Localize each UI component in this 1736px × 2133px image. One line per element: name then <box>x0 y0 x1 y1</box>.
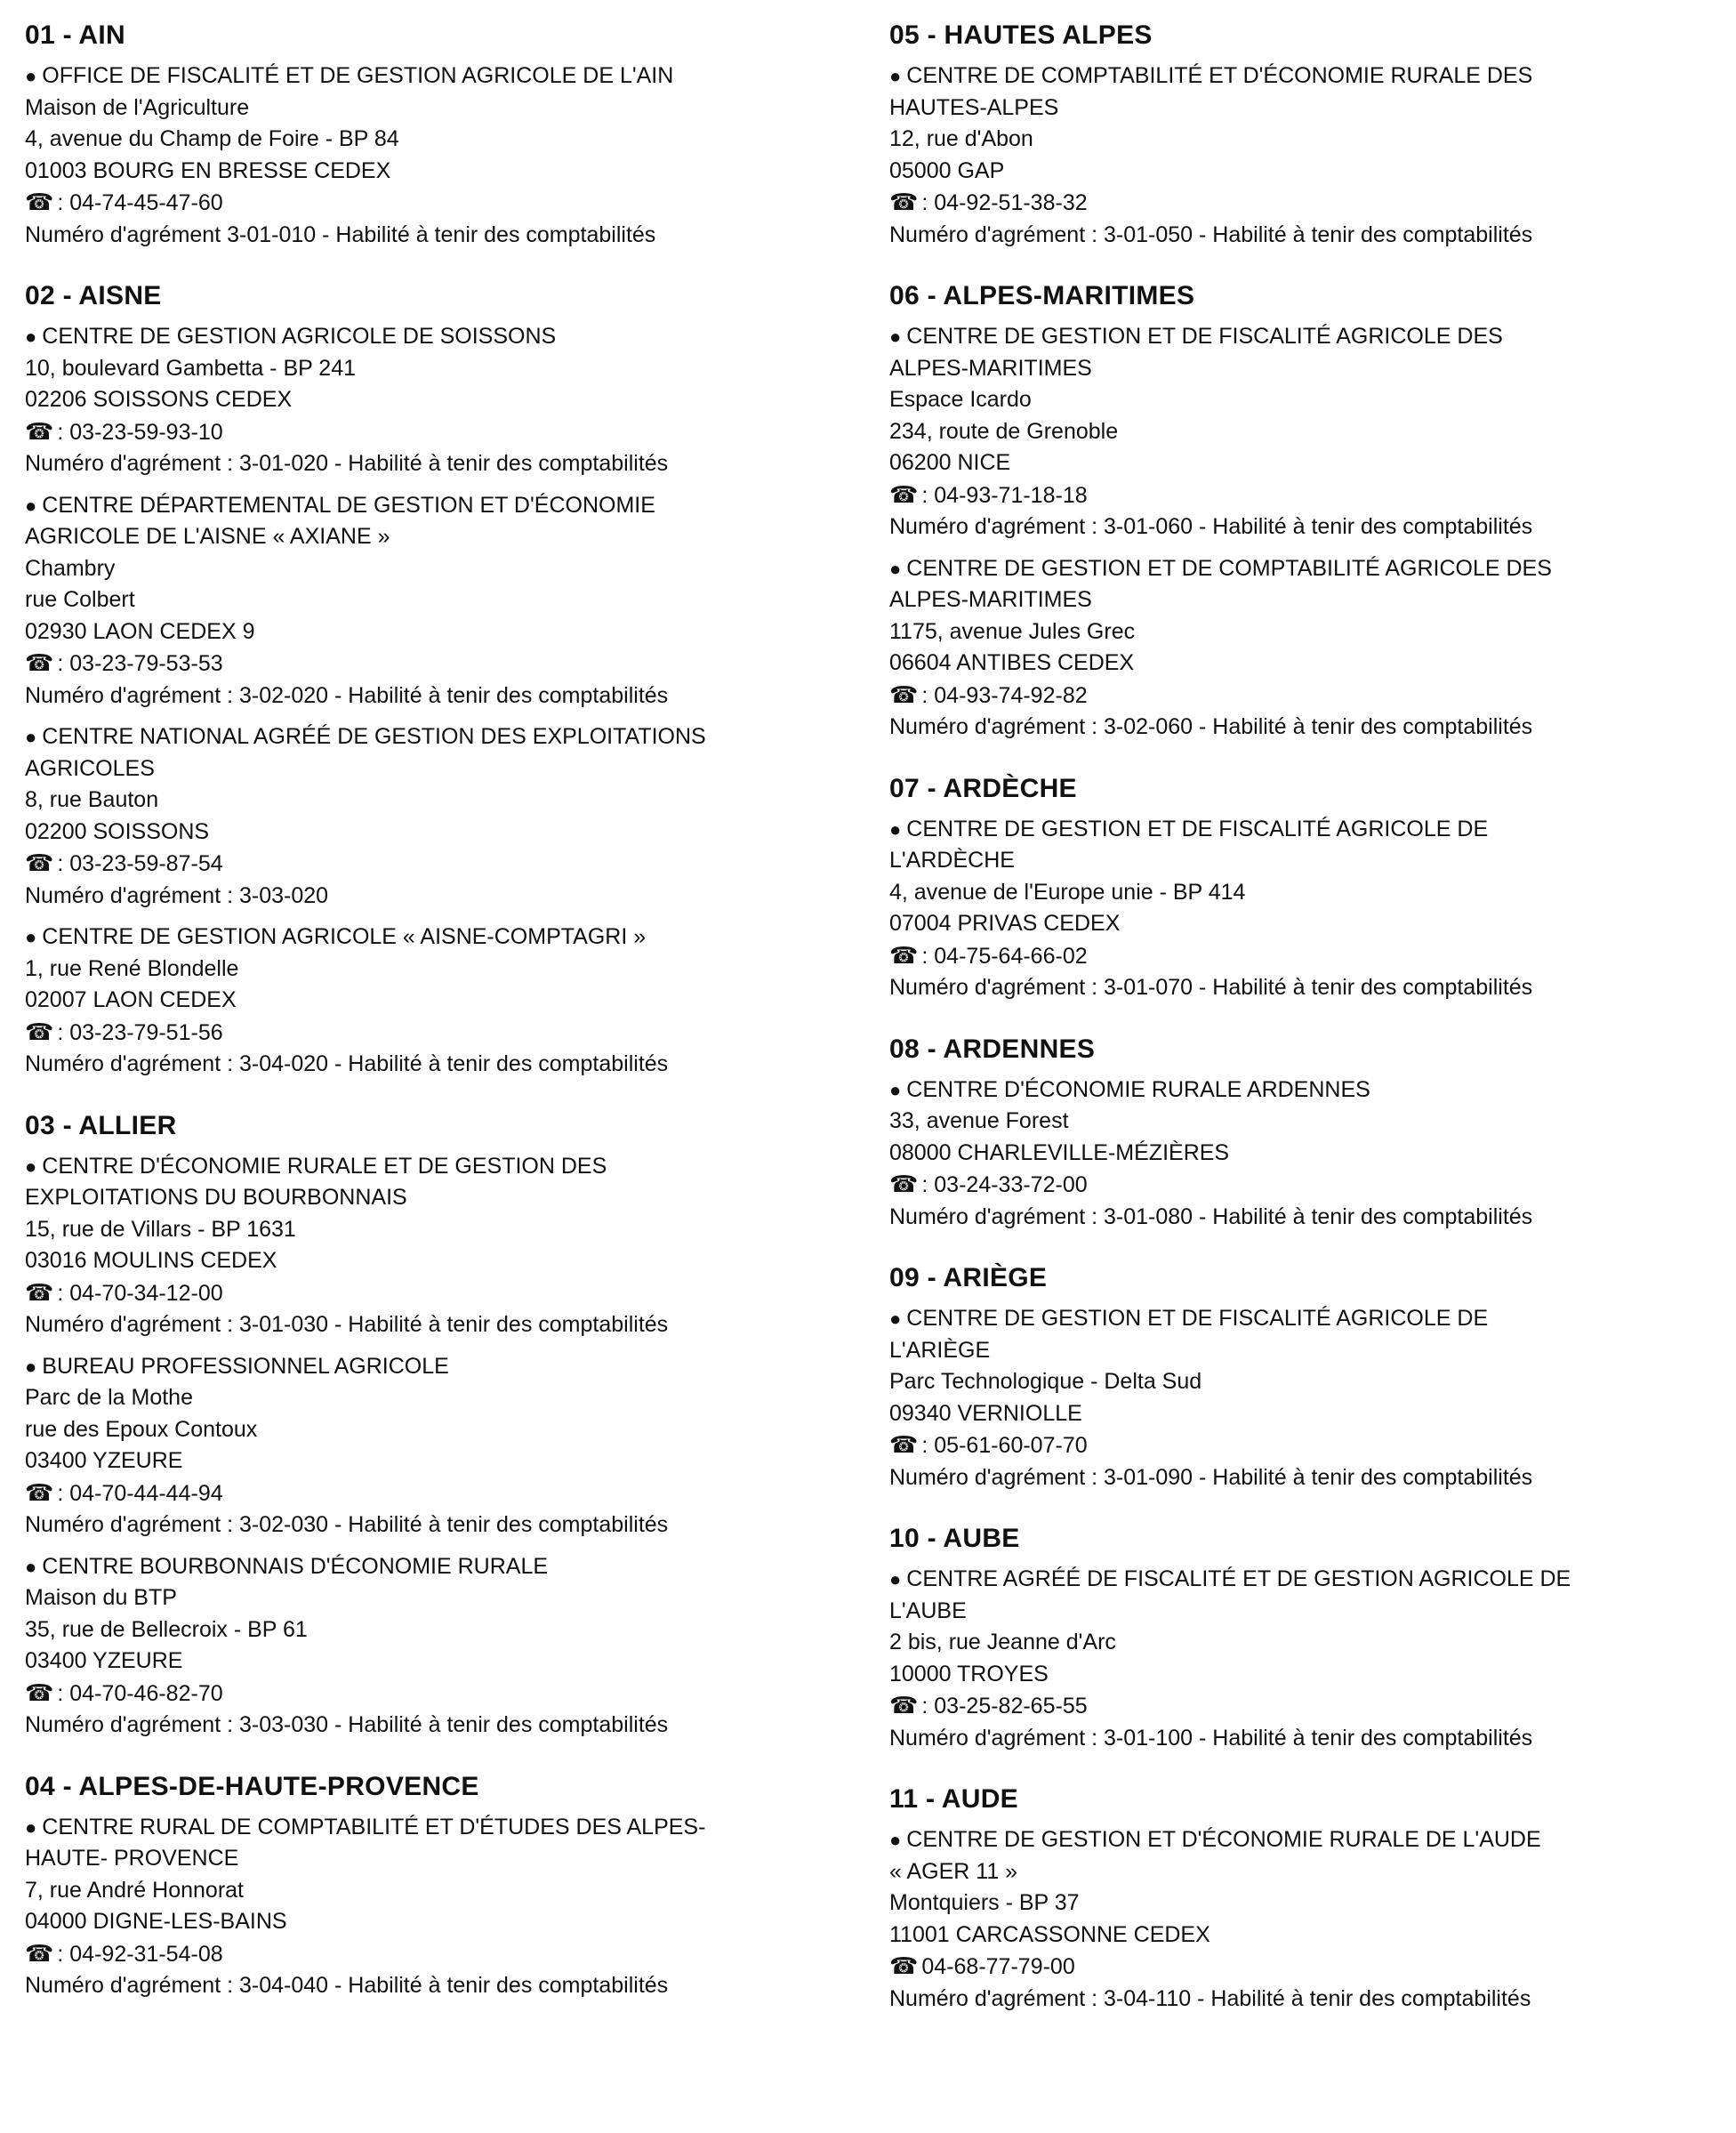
organization-entry <box>25 721 870 912</box>
telephone-icon: ☎ <box>25 1278 54 1306</box>
department-title: 08 - ARDENNES <box>889 1034 1096 1064</box>
address-line: 1175, avenue Jules Grec <box>889 618 1136 644</box>
phone-number: : 03-23-79-53-53 <box>57 651 223 676</box>
department-section <box>889 1523 1734 1754</box>
address-line: 06200 NICE <box>889 450 1011 475</box>
agrement-line: Numéro d'agrément : 3-01-020 - Habilité à tenir des comptabilités <box>25 451 669 476</box>
organization-name-line <box>25 1551 870 1583</box>
organization-entry <box>25 490 870 712</box>
department-section <box>889 1034 1734 1234</box>
address-line: rue Colbert <box>25 587 135 612</box>
phone-line <box>889 1690 1734 1723</box>
bullet-icon: ● <box>25 1815 37 1839</box>
address-line: 4, avenue du Champ de Foire - BP 84 <box>25 126 399 151</box>
bullet-icon: ● <box>25 1355 37 1378</box>
organization-name-text: CENTRE DE GESTION ET DE FISCALITÉ AGRICOLE DES <box>906 324 1503 349</box>
department-title: 04 - ALPES-DE-HAUTE-PROVENCE <box>25 1771 479 1801</box>
organization-name-line <box>25 521 870 553</box>
organization-name-line <box>25 753 870 785</box>
phone-line <box>25 848 870 881</box>
organization-name-line <box>889 1824 1734 1856</box>
telephone-icon: ☎ <box>25 649 54 676</box>
agrement-line: Numéro d'agrément : 3-01-030 - Habilité à tenir des comptabilités <box>25 1312 669 1337</box>
organization-name-text: AGRICOLES <box>25 755 155 781</box>
department-section <box>889 20 1734 251</box>
phone-number: : 04-92-51-38-32 <box>921 190 1088 215</box>
phone-number: : 04-70-34-12-00 <box>57 1280 223 1306</box>
organization-name-text: CENTRE D'ÉCONOMIE RURALE ARDENNES <box>906 1076 1370 1102</box>
phone-line <box>25 1017 870 1050</box>
organization-entry <box>889 1075 1734 1234</box>
telephone-icon: ☎ <box>889 1171 919 1197</box>
agrement-line: Numéro d'agrément : 3-01-090 - Habilité à tenir des comptabilités <box>889 1464 1533 1490</box>
organization-name-text: CENTRE DE GESTION ET D'ÉCONOMIE RURALE DE L'AUDE <box>906 1827 1541 1852</box>
phone-line <box>889 680 1734 712</box>
telephone-icon: ☎ <box>25 189 54 215</box>
organization-name-line <box>25 1843 870 1875</box>
address-line: 234, route de Grenoble <box>889 418 1119 444</box>
organization-name-line <box>889 353 1734 385</box>
organization-entry <box>25 1351 870 1541</box>
address-line: 12, rue d'Abon <box>889 126 1033 151</box>
address-line: 15, rue de Villars - BP 1631 <box>25 1216 296 1242</box>
agrement-line: Numéro d'agrément : 3-01-050 - Habilité à tenir des comptabilités <box>889 221 1533 247</box>
bullet-icon: ● <box>25 1155 37 1178</box>
address-line: 33, avenue Forest <box>889 1108 1069 1133</box>
organization-entry <box>25 1151 870 1341</box>
bullet-icon: ● <box>889 326 902 348</box>
phone-number: 04-68-77-79-00 <box>921 1954 1075 1979</box>
telephone-icon: ☎ <box>889 480 919 508</box>
bullet-icon: ● <box>25 1555 37 1578</box>
organization-name-text: CENTRE D'ÉCONOMIE RURALE ET DE GESTION DES <box>42 1153 607 1179</box>
department-title: 05 - HAUTES ALPES <box>889 20 1153 50</box>
address-line: 11001 CARCASSONNE CEDEX <box>889 1921 1210 1947</box>
bullet-icon: ● <box>889 1829 902 1851</box>
address-line: 03016 MOULINS CEDEX <box>25 1248 277 1273</box>
phone-number: : 04-70-44-44-94 <box>57 1480 223 1506</box>
organization-name-line <box>889 814 1734 846</box>
bullet-icon: ● <box>25 65 37 87</box>
organization-name-text: L'AUBE <box>889 1598 967 1623</box>
telephone-icon: ☎ <box>889 1692 919 1718</box>
bullet-icon: ● <box>889 65 902 87</box>
address-line: 07004 PRIVAS CEDEX <box>889 911 1121 936</box>
organization-name-text: CENTRE DE GESTION ET DE FISCALITÉ AGRICOLE DE <box>906 816 1489 841</box>
address-line: 8, rue Bauton <box>25 787 159 812</box>
organization-name-text: CENTRE DE COMPTABILITÉ ET D'ÉCONOMIE RURALE DES <box>906 63 1533 88</box>
organization-name-text: L'ARDÈCHE <box>889 848 1015 873</box>
agrement-line: Numéro d'agrément : 3-03-030 - Habilité à tenir des comptabilités <box>25 1712 669 1737</box>
telephone-icon: ☎ <box>25 417 54 445</box>
phone-number: : 03-23-79-51-56 <box>57 1019 223 1045</box>
phone-number: : 03-24-33-72-00 <box>921 1172 1088 1197</box>
organization-name-line <box>889 321 1734 353</box>
address-line: 09340 VERNIOLLE <box>889 1400 1082 1426</box>
department-title: 06 - ALPES-MARITIMES <box>889 281 1195 310</box>
organization-name-text: HAUTE- PROVENCE <box>25 1846 239 1871</box>
address-line: 02007 LAON CEDEX <box>25 987 237 1012</box>
bullet-icon: ● <box>25 926 37 948</box>
phone-line <box>889 1169 1734 1202</box>
address-line: 1, rue René Blondelle <box>25 955 239 981</box>
organization-name-line <box>889 584 1734 616</box>
address-line: 06604 ANTIBES CEDEX <box>889 650 1135 675</box>
organization-name-line <box>25 1812 870 1844</box>
phone-line <box>25 1938 870 1971</box>
organization-entry <box>25 922 870 1081</box>
address-line: Parc Technologique - Delta Sud <box>889 1369 1202 1394</box>
organization-name-text: ALPES-MARITIMES <box>889 587 1092 612</box>
organization-name-text: CENTRE DE GESTION AGRICOLE « AISNE-COMPTAGRI » <box>42 924 647 949</box>
address-line: 03400 YZEURE <box>25 1448 183 1473</box>
phone-number: : 03-23-59-93-10 <box>57 419 223 445</box>
bullet-icon: ● <box>25 494 37 517</box>
agrement-line: Numéro d'agrément : 3-01-070 - Habilité à tenir des comptabilités <box>889 975 1533 1000</box>
telephone-icon: ☎ <box>889 189 919 215</box>
agrement-line: Numéro d'agrément : 3-01-100 - Habilité à tenir des comptabilités <box>889 1725 1533 1751</box>
agrement-line: Numéro d'agrément : 3-02-030 - Habilité à tenir des comptabilités <box>25 1512 669 1537</box>
organization-name-line <box>25 490 870 522</box>
organization-entry <box>25 321 870 480</box>
phone-line <box>25 416 870 449</box>
bullet-icon: ● <box>25 726 37 748</box>
telephone-icon: ☎ <box>25 849 54 876</box>
department-section <box>889 280 1734 744</box>
telephone-icon: ☎ <box>889 941 919 969</box>
address-line: Espace Icardo <box>889 387 1032 412</box>
organization-name-line <box>889 1303 1734 1335</box>
telephone-icon: ☎ <box>889 1431 919 1458</box>
organization-name-text: BUREAU PROFESSIONNEL AGRICOLE <box>42 1353 449 1379</box>
address-line: Montquiers - BP 37 <box>889 1890 1080 1915</box>
address-line: 02200 SOISSONS <box>25 818 210 844</box>
phone-number: : 04-74-45-47-60 <box>57 190 223 215</box>
phone-line <box>889 187 1734 220</box>
agrement-line: Numéro d'agrément : 3-04-040 - Habilité à tenir des comptabilités <box>25 1973 669 1998</box>
telephone-icon: ☎ <box>889 680 919 708</box>
address-line: 10000 TROYES <box>889 1661 1049 1686</box>
organization-name-text: CENTRE BOURBONNAIS D'ÉCONOMIE RURALE <box>42 1553 549 1579</box>
agrement-line: Numéro d'agrément : 3-03-020 <box>25 882 329 908</box>
address-line: 03400 YZEURE <box>25 1648 183 1673</box>
address-line: 02206 SOISSONS CEDEX <box>25 387 293 412</box>
department-title: 11 - AUDE <box>889 1784 1018 1814</box>
organization-name-line <box>889 553 1734 585</box>
phone-number: : 03-25-82-65-55 <box>921 1694 1088 1718</box>
organization-entry <box>889 321 1734 543</box>
department-section <box>25 280 870 1081</box>
agrement-line: Numéro d'agrément 3-01-010 - Habilité à tenir des comptabilités <box>25 221 656 247</box>
agrement-line: Numéro d'agrément : 3-04-020 - Habilité à tenir des comptabilités <box>25 1051 669 1076</box>
department-title: 09 - ARIÈGE <box>889 1263 1048 1292</box>
organization-name-text: EXPLOITATIONS DU BOURBONNAIS <box>25 1185 407 1210</box>
organization-name-line <box>889 1564 1734 1596</box>
organization-name-text: « AGER 11 » <box>889 1858 1018 1884</box>
department-section <box>889 1783 1734 2015</box>
organization-name-text: CENTRE RURAL DE COMPTABILITÉ ET D'ÉTUDES DES ALPES- <box>42 1814 706 1839</box>
address-line: 01003 BOURG EN BRESSE CEDEX <box>25 157 391 183</box>
organization-entry <box>25 60 870 251</box>
organization-entry <box>889 1824 1734 2015</box>
phone-number: : 04-92-31-54-08 <box>57 1941 223 1967</box>
organization-name-text: CENTRE DE GESTION AGRICOLE DE SOISSONS <box>42 324 557 349</box>
organization-entry <box>889 814 1734 1004</box>
organization-name-text: CENTRE AGRÉÉ DE FISCALITÉ ET DE GESTION AGRICOLE DE <box>906 1566 1571 1591</box>
organization-name-text: CENTRE DE GESTION ET DE FISCALITÉ AGRICOLE DE <box>906 1306 1489 1331</box>
address-line: 2 bis, rue Jeanne d'Arc <box>889 1630 1116 1654</box>
department-title: 10 - AUBE <box>889 1524 1020 1553</box>
left-column <box>25 20 870 2032</box>
phone-line <box>889 479 1734 512</box>
phone-number: : 04-93-74-92-82 <box>921 682 1088 708</box>
agrement-line: Numéro d'agrément : 3-02-020 - Habilité à tenir des comptabilités <box>25 682 669 708</box>
department-section <box>889 1262 1734 1493</box>
agrement-line: Numéro d'agrément : 3-04-110 - Habilité à tenir des comptabilités <box>889 1985 1531 2011</box>
phone-line <box>25 187 870 220</box>
organization-name-line <box>889 93 1734 125</box>
address-line: 02930 LAON CEDEX 9 <box>25 618 255 644</box>
phone-line <box>889 1951 1734 1984</box>
address-line: 35, rue de Bellecroix - BP 61 <box>25 1616 308 1642</box>
organization-entry <box>889 60 1734 251</box>
organization-entry <box>25 1551 870 1742</box>
address-line: 08000 CHARLEVILLE-MÉZIÈRES <box>889 1139 1230 1165</box>
phone-line <box>25 1477 870 1510</box>
organization-name-line <box>25 721 870 753</box>
department-section <box>25 20 870 251</box>
address-line: 05000 GAP <box>889 157 1005 183</box>
phone-number: : 05-61-60-07-70 <box>921 1433 1088 1458</box>
organization-name-text: AGRICOLE DE L'AISNE « AXIANE » <box>25 524 390 549</box>
organization-name-text: CENTRE NATIONAL AGRÉÉ DE GESTION DES EXPLOITATIONS <box>42 724 706 749</box>
phone-line <box>889 940 1734 973</box>
organization-name-line <box>889 1075 1734 1107</box>
bullet-icon: ● <box>889 1568 902 1590</box>
organization-name-line <box>889 60 1734 93</box>
organization-name-line <box>889 1596 1734 1628</box>
phone-line <box>25 1277 870 1310</box>
bullet-icon: ● <box>889 1308 902 1330</box>
phone-line <box>25 1678 870 1710</box>
phone-number: : 04-93-71-18-18 <box>921 482 1088 508</box>
department-title: 02 - AISNE <box>25 281 162 310</box>
organization-name-text: CENTRE DÉPARTEMENTAL DE GESTION ET D'ÉCONOMIE <box>42 492 655 518</box>
organization-entry <box>25 1812 870 2002</box>
department-section <box>25 1771 870 2002</box>
address-line: 04000 DIGNE-LES-BAINS <box>25 1909 287 1934</box>
address-line: 10, boulevard Gambetta - BP 241 <box>25 355 356 381</box>
organization-name-text: HAUTES-ALPES <box>889 94 1059 120</box>
organization-entry <box>889 1303 1734 1493</box>
department-title: 03 - ALLIER <box>25 1110 177 1140</box>
address-line: 7, rue André Honnorat <box>25 1877 244 1903</box>
telephone-icon: ☎ <box>25 1678 54 1706</box>
department-section <box>25 1110 870 1742</box>
agrement-line: Numéro d'agrément : 3-02-060 - Habilité à tenir des comptabilités <box>889 714 1533 739</box>
telephone-icon: ☎ <box>25 1478 54 1506</box>
organization-name-text: CENTRE DE GESTION ET DE COMPTABILITÉ AGRICOLE DES <box>906 555 1552 581</box>
organization-name-line <box>25 321 870 353</box>
organization-name-line <box>25 922 870 954</box>
telephone-icon: ☎ <box>25 1939 54 1967</box>
organization-name-line <box>889 1856 1734 1888</box>
organization-name-line <box>25 60 870 93</box>
phone-number: : 04-70-46-82-70 <box>57 1680 223 1706</box>
right-column <box>889 20 1734 2044</box>
organization-name-line <box>889 1335 1734 1367</box>
department-title: 01 - AIN <box>25 20 125 50</box>
phone-line <box>25 648 870 680</box>
phone-line <box>889 1429 1734 1462</box>
phone-number: : 03-23-59-87-54 <box>57 851 223 876</box>
address-line: Chambry <box>25 555 116 581</box>
agrement-line: Numéro d'agrément : 3-01-080 - Habilité à tenir des comptabilités <box>889 1203 1533 1229</box>
address-line: 4, avenue de l'Europe unie - BP 414 <box>889 879 1246 905</box>
organization-name-text: OFFICE DE FISCALITÉ ET DE GESTION AGRICOLE DE L'AIN <box>42 63 674 88</box>
address-line: Maison de l'Agriculture <box>25 94 250 120</box>
organization-name-line <box>25 1182 870 1214</box>
organization-name-text: L'ARIÈGE <box>889 1337 991 1363</box>
organization-entry <box>889 1564 1734 1754</box>
organization-name-line <box>25 1151 870 1183</box>
bullet-icon: ● <box>889 817 902 841</box>
organization-name-line <box>889 845 1734 877</box>
organization-name-line <box>25 1351 870 1383</box>
telephone-icon: ☎ <box>889 1952 919 1979</box>
organization-name-text: ALPES-MARITIMES <box>889 355 1092 381</box>
department-section <box>889 773 1734 1004</box>
department-title: 07 - ARDÈCHE <box>889 773 1077 803</box>
organization-entry <box>889 553 1734 744</box>
telephone-icon: ☎ <box>25 1018 54 1045</box>
bullet-icon: ● <box>25 326 37 348</box>
address-line: Maison du BTP <box>25 1585 177 1610</box>
agrement-line: Numéro d'agrément : 3-01-060 - Habilité à tenir des comptabilités <box>889 514 1533 539</box>
bullet-icon: ● <box>889 1078 902 1101</box>
address-line: rue des Epoux Contoux <box>25 1416 258 1442</box>
address-line: Parc de la Mothe <box>25 1385 193 1410</box>
phone-number: : 04-75-64-66-02 <box>921 943 1088 969</box>
bullet-icon: ● <box>889 557 902 580</box>
